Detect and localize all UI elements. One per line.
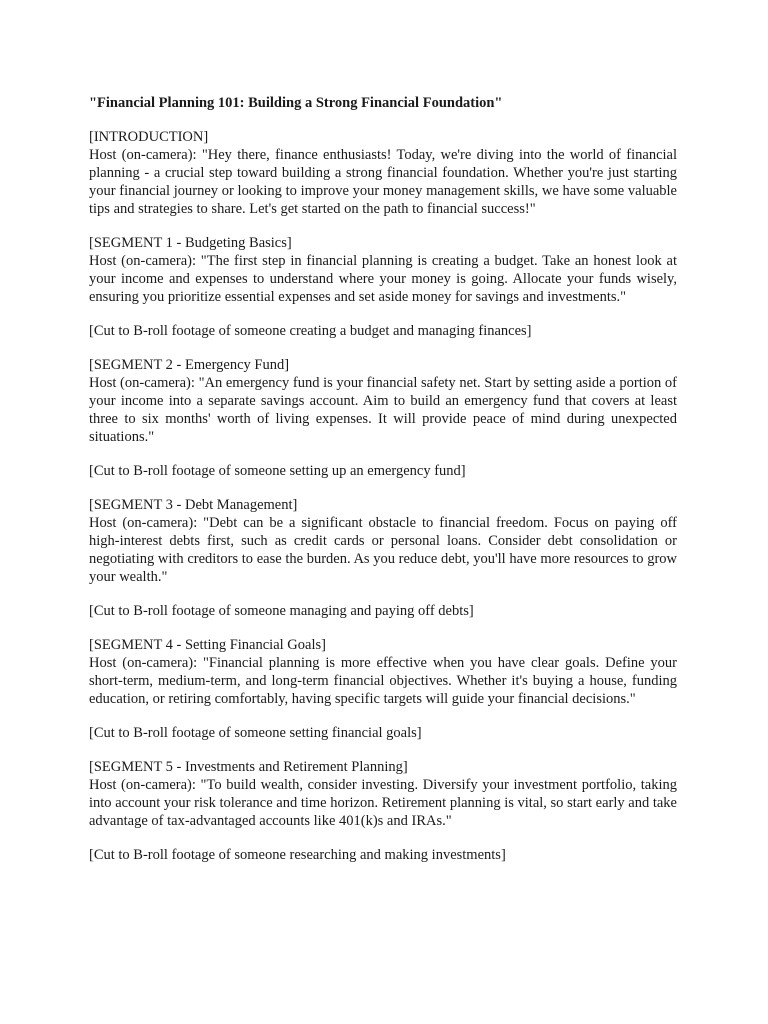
- segment-2-section: [89, 356, 677, 446]
- segment-4-heading: [SEGMENT 4 - Setting Financial Goals]: [89, 637, 326, 653]
- segment-5-broll: [89, 846, 677, 864]
- segment-3-broll-text: [Cut to B-roll footage of someone managing and paying off debts]: [89, 603, 474, 619]
- segment-3-text: Host (on-camera): "Debt can be a significant obstacle to financial freedom. Focus on paying off high-interest debts first, such as credit cards or personal loans. Consider debt consolidation or negotiating with creditors to ease the burden. As you reduce debt, you'll have more resources to grow your wealth.": [89, 515, 677, 585]
- segment-1-text: Host (on-camera): "The first step in financial planning is creating a budget. Take an honest look at your income and expenses to understand where your money is going. Allocate your funds wisely, ensuring you prioritize essential expenses and set aside money for savings and investments.": [89, 253, 677, 305]
- document-page: [89, 94, 677, 880]
- segment-4-broll-text: [Cut to B-roll footage of someone setting financial goals]: [89, 725, 422, 741]
- document-title: "Financial Planning 101: Building a Strong Financial Foundation": [89, 95, 503, 111]
- segment-2-text: Host (on-camera): "An emergency fund is your financial safety net. Start by setting aside a portion of your income into a separate savings account. Aim to build an emergency fund that covers at least three to six months' worth of living expenses. It will provide peace of mind during unexpected situations.": [89, 375, 677, 445]
- intro-text: Host (on-camera): "Hey there, finance enthusiasts! Today, we're diving into the world of financial planning - a crucial step toward building a strong financial foundation. Whether you're just starting your financial journey or looking to improve your money management skills, we have some valuable tips and strategies to share. Let's get started on the path to financial success!": [89, 147, 677, 217]
- segment-5-text: Host (on-camera): "To build wealth, consider investing. Diversify your investment portfolio, taking into account your risk tolerance and time horizon. Retirement planning is vital, so start early and take advantage of tax-advantaged accounts like 401(k)s and IRAs.": [89, 777, 677, 829]
- segment-2-broll-text: [Cut to B-roll footage of someone setting up an emergency fund]: [89, 463, 466, 479]
- segment-3-section: [89, 496, 677, 586]
- segment-5-section: [89, 758, 677, 830]
- segment-4-broll: [89, 724, 677, 742]
- segment-5-broll-text: [Cut to B-roll footage of someone researching and making investments]: [89, 847, 506, 863]
- segment-3-heading: [SEGMENT 3 - Debt Management]: [89, 497, 298, 513]
- segment-4-section: [89, 636, 677, 708]
- segment-1-heading: [SEGMENT 1 - Budgeting Basics]: [89, 235, 292, 251]
- segment-1-broll-text: [Cut to B-roll footage of someone creating a budget and managing finances]: [89, 323, 532, 339]
- segment-1-broll: [89, 322, 677, 340]
- intro-heading: [INTRODUCTION]: [89, 129, 209, 145]
- segment-4-text: Host (on-camera): "Financial planning is more effective when you have clear goals. Define your short-term, medium-term, and long-term financial objectives. Whether it's buying a house, funding education, or retiring comfortably, having specific targets will guide your financial decisions.": [89, 655, 677, 707]
- intro-section: [89, 128, 677, 218]
- segment-3-broll: [89, 602, 677, 620]
- segment-1-section: [89, 234, 677, 306]
- segment-2-heading: [SEGMENT 2 - Emergency Fund]: [89, 357, 290, 373]
- segment-2-broll: [89, 462, 677, 480]
- segment-5-heading: [SEGMENT 5 - Investments and Retirement Planning]: [89, 759, 408, 775]
